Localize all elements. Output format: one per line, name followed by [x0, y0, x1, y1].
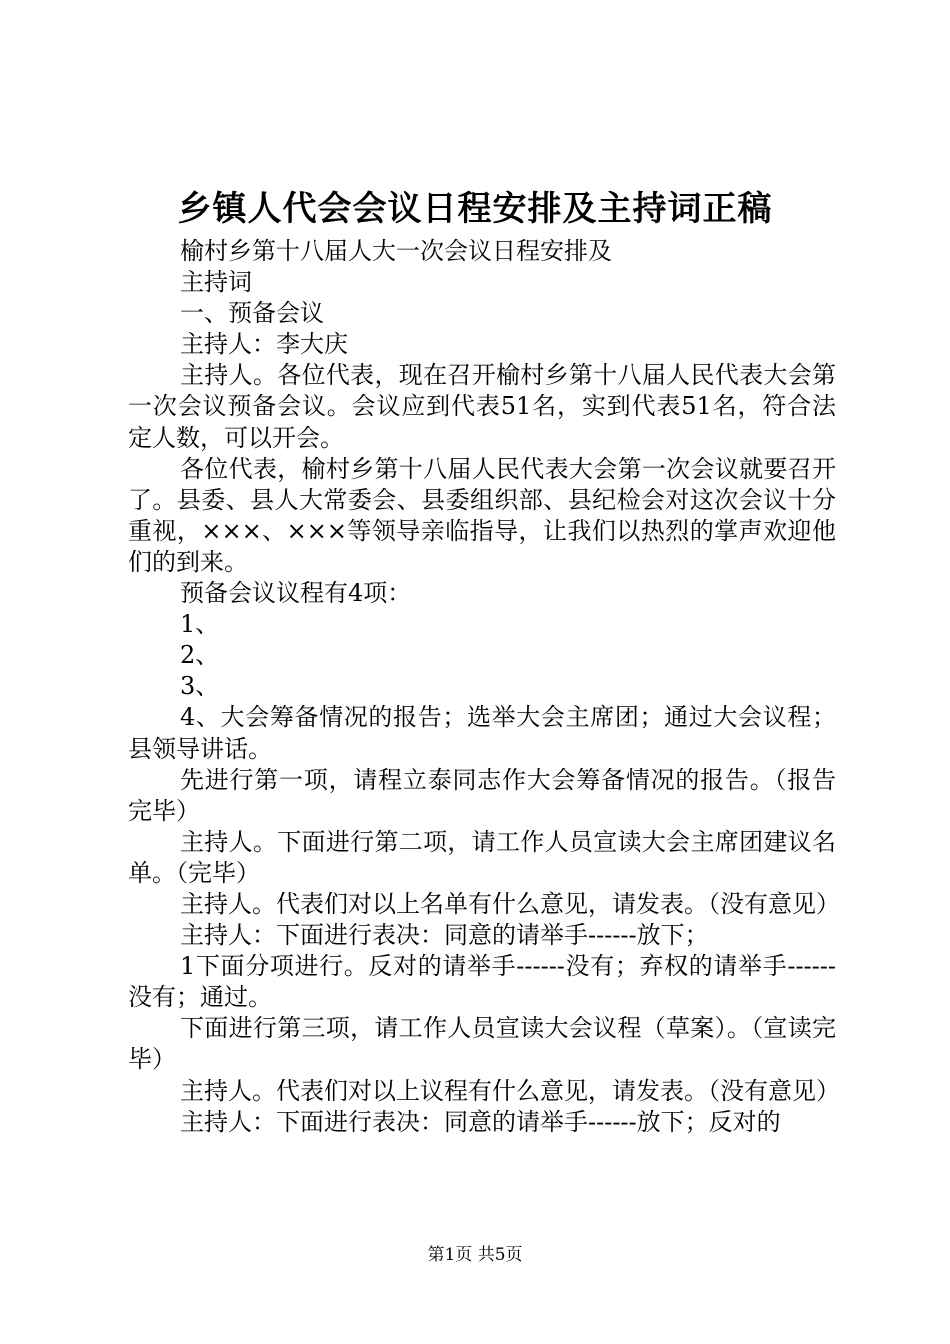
- document-body: [128, 236, 840, 1138]
- list-item: 4、大会筹备情况的报告；选举大会主席团；通过大会议程；县领导讲话。: [128, 703, 836, 763]
- paragraph: 下面进行第三项，请工作人员宣读大会议程（草案）。（宣读完毕）: [128, 1014, 836, 1074]
- paragraph: 一、预备会议: [180, 299, 324, 328]
- paragraph: 榆村乡第十八届人大一次会议日程安排及: [180, 237, 612, 265]
- paragraph: 主持人。代表们对以上议程有什么意见，请发表。（没有意见）: [180, 1076, 840, 1105]
- paragraph: 1下面分项进行。反对的请举手------没有；弃权的请举手------没有；通过。: [128, 952, 836, 1012]
- paragraph: 主持人：李大庆: [180, 330, 348, 359]
- paragraph: 主持人：下面进行表决：同意的请举手------放下；: [180, 921, 709, 950]
- list-item: 2、: [180, 641, 220, 670]
- page-footer: 第1页 共5页: [427, 1245, 523, 1265]
- paragraph: 预备会议议程有4项：: [180, 579, 412, 608]
- paragraph: 主持人：下面进行表决：同意的请举手------放下；反对的: [180, 1107, 781, 1136]
- paragraph: 主持词: [180, 268, 252, 297]
- paragraph: 主持人。下面进行第二项，请工作人员宣读大会主席团建议名单。（完毕）: [128, 827, 836, 887]
- list-item: 3、: [180, 672, 220, 701]
- paragraph: 先进行第一项，请程立泰同志作大会筹备情况的报告。（报告完毕）: [128, 765, 836, 825]
- paragraph: 主持人。各位代表，现在召开榆村乡第十八届人民代表大会第一次会议预备会议。会议应到代表51名，实到代表51名，符合法定人数，可以开会。: [128, 361, 836, 452]
- document-title: 乡镇人代会会议日程安排及主持词正稿: [177, 189, 773, 229]
- paragraph: 主持人。代表们对以上名单有什么意见，请发表。（没有意见）: [180, 889, 840, 918]
- paragraph: 各位代表，榆村乡第十八届人民代表大会第一次会议就要召开了。县委、县人大常委会、县委组织部、县纪检会对这次会议十分重视，×××、×××等领导亲临指导，让我们以热烈的掌声欢迎他们的到来。: [128, 454, 836, 576]
- list-item: 1、: [180, 610, 220, 639]
